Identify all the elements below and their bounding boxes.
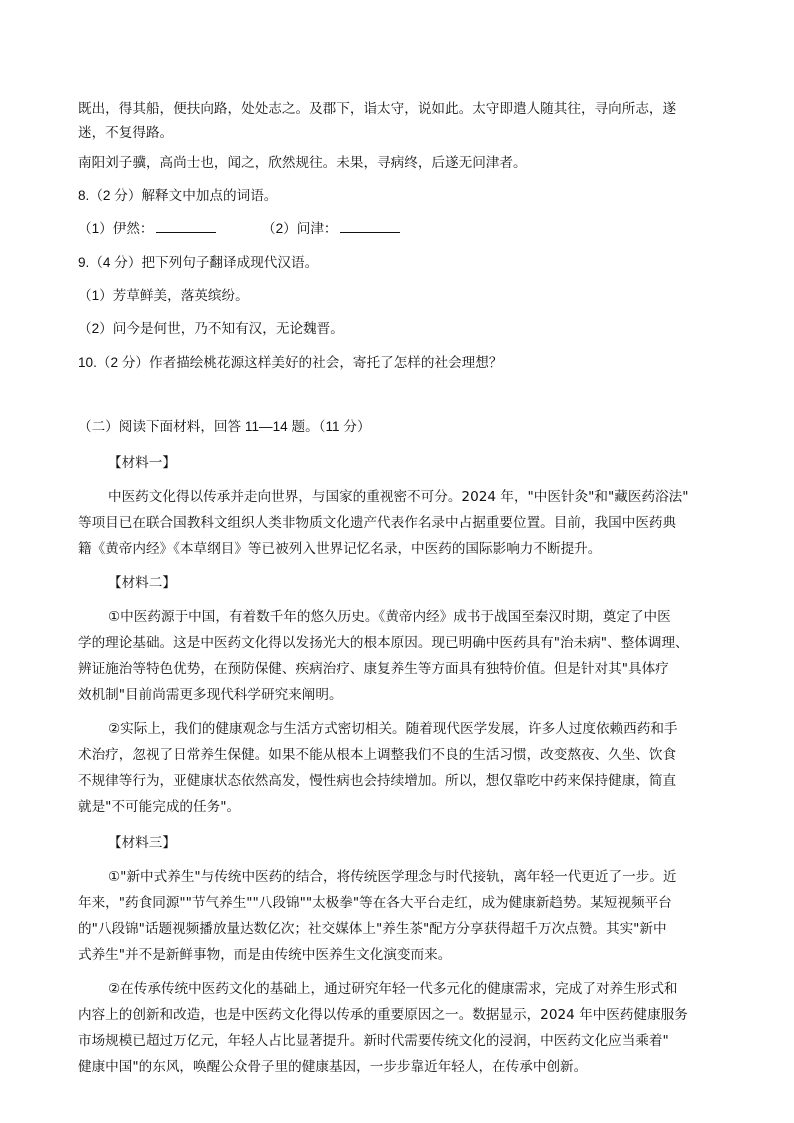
question-8: 8.（2 分）解释文中加点的词语。 bbox=[78, 188, 278, 203]
material-2-p1-line-4: 效机制"目前尚需更多现代科学研究来阐明。 bbox=[78, 687, 343, 703]
material-3-p2-line-1: ②在传承传统中医药文化的基础上，通过研究年轻一代多元化的健康需求，完成了对养生形式和 bbox=[108, 981, 678, 997]
question-10: 10.（2 分）作者描绘桃花源这样美好的社会，寄托了怎样的社会理想？ bbox=[78, 355, 503, 370]
passage-line-3: 南阳刘子骥，高尚士也，闻之，欣然规往。未果，寻病终，后遂无问津者。 bbox=[78, 155, 527, 171]
material-3-p1-line-4: 式养生"并不是新鲜事物，而是由传统中医养生文化演变而来。 bbox=[78, 947, 452, 963]
material-3-p2-line-4: 健康中国"的东风，唤醒公众骨子里的健康基因，一步步靠近年轻人，在传承中创新。 bbox=[78, 1059, 588, 1075]
material-1-line-3: 籍《黄帝内经》《本草纲目》等已被列入世界记忆名录，中医药的国际影响力不断提升。 bbox=[78, 541, 602, 557]
material-2-p1-line-3: 辨证施治等特色优势，在预防保健、疾病治疗、康复养生等方面具有独特价值。但是针对其"具体疗 bbox=[78, 661, 669, 677]
material-1-line-2: 等项目已在联合国教科文组织人类非物质文化遗产代表作名录中占据重要位置。目前，我国中医药典 bbox=[78, 515, 677, 531]
passage-line-2: 迷，不复得路。 bbox=[78, 125, 174, 141]
answer-blank-2[interactable] bbox=[340, 218, 400, 233]
material-2-p2-line-2: 术治疗，忽视了日常养生保健。如果不能从根本上调整我们不良的生活习惯，改变熬夜、久坐、饮食 bbox=[78, 747, 677, 763]
material-3-p1-line-2: 年来，"药食同源""节气养生""八段锦""太极拳"等在各大平台走红，成为健康新趋势。某短视频平台 bbox=[78, 895, 672, 911]
material-1-line-1: 中医药文化得以传承并走向世界，与国家的重视密不可分。2024 年，"中医针灸"和"藏医药浴法" bbox=[108, 489, 689, 505]
section-2-heading: （二）阅读下面材料，回答 11—14 题。（11 分） bbox=[78, 419, 371, 434]
question-9-item-1: （1）芳草鲜美，落英缤纷。 bbox=[78, 288, 249, 303]
question-8-item-1-label: （1）伊然： bbox=[78, 221, 154, 236]
question-8-item-2-label: （2）问津： bbox=[262, 221, 338, 236]
material-2-p2-line-3: 不规律等行为，亚健康状态依然高发，慢性病也会持续增加。所以，想仅靠吃中药来保持健康，简直 bbox=[78, 773, 677, 789]
material-3-p1-line-3: 的"八段锦"话题视频播放量达数亿次；社交媒体上"养生茶"配方分享获得超千万次点赞。其实"新中 bbox=[78, 921, 667, 937]
answer-blank-1[interactable] bbox=[156, 218, 216, 233]
question-9: 9.（4 分）把下列句子翻译成现代汉语。 bbox=[78, 255, 319, 270]
material-3-p2-line-2: 内容上的创新和改造，也是中医药文化得以传承的重要原因之一。数据显示，2024 年中医药健康服务 bbox=[78, 1007, 688, 1023]
passage-line-1: 既出，得其船，便扶向路，处处志之。及郡下，诣太守，说如此。太守即遣人随其往，寻向所志，遂 bbox=[78, 101, 677, 117]
material-2-p2-line-1: ②实际上，我们的健康观念与生活方式密切相关。随着现代医学发展，许多人过度依赖西药和手 bbox=[108, 721, 678, 737]
question-8-item-2 bbox=[262, 216, 400, 242]
material-2-label: 【材料二】 bbox=[108, 575, 176, 591]
material-3-p2-line-3: 市场规模已超过万亿元，年轻人占比显著提升。新时代需要传统文化的浸润，中医药文化应当乘着" bbox=[78, 1033, 669, 1049]
material-3-p1-line-1: ①"新中式养生"与传统中医药的结合，将传统医学理念与时代接轨，离年轻一代更近了一步。近 bbox=[108, 869, 677, 885]
material-2-p1-line-2: 学的理论基础。这是中医药文化得以发扬光大的根本原因。现已明确中医药具有"治未病"、整体调理、 bbox=[78, 635, 689, 651]
material-2-p2-line-4: 就是"不可能完成的任务"。 bbox=[78, 799, 241, 815]
material-2-p1-line-1: ①中医药源于中国，有着数千年的悠久历史。《黄帝内经》成书于战国至秦汉时期，奠定了中医 bbox=[108, 609, 671, 625]
material-3-label: 【材料三】 bbox=[108, 835, 176, 851]
question-9-item-2: （2）问今是何世，乃不知有汉，无论魏晋。 bbox=[78, 321, 344, 336]
material-1-label: 【材料一】 bbox=[108, 455, 176, 471]
question-8-item-1 bbox=[78, 216, 216, 242]
